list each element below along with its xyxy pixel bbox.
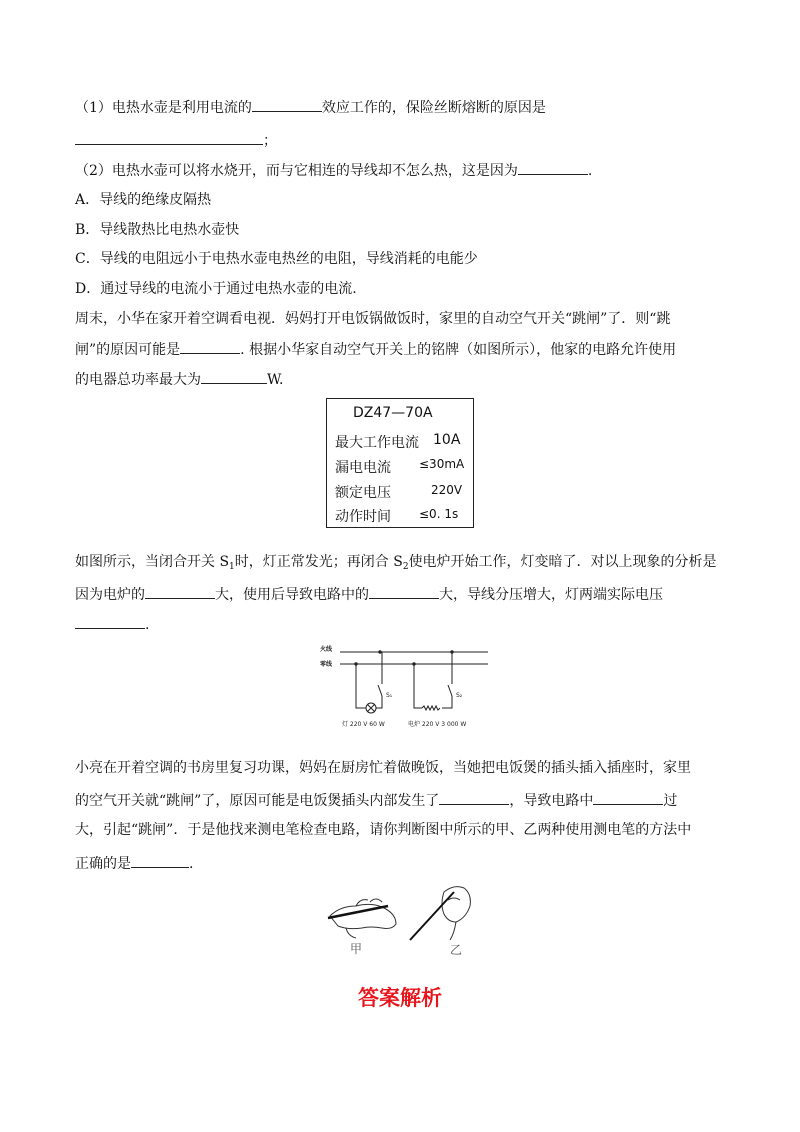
answer-blank[interactable]	[131, 852, 189, 868]
answer-blank[interactable]	[439, 789, 509, 805]
q2-line2: 闸”的原因可能是 . 根据小华家自动空气开关上的铭牌（如图所示），他家的电路允许使用	[75, 338, 676, 360]
option-c: C．导线的电阻远小于电热水壶电热丝的电阻，导线消耗的电能少	[75, 251, 478, 267]
q2-line3: 的电器总功率最大为 W.	[75, 368, 283, 390]
option-d: D．通过导线的电流小于通过电热水壶的电流.	[75, 281, 357, 297]
nameplate-label-rated-voltage: 额定电压	[335, 485, 391, 501]
answer-blank[interactable]	[518, 159, 588, 175]
test-pen-figure	[326, 878, 476, 960]
switch-s1[interactable]	[378, 685, 382, 696]
breaker-nameplate	[326, 398, 474, 528]
hand-with-pen-b	[410, 887, 470, 940]
q3-line1: 如图所示，当闭合开关 $S_1$时，灯正常发光；再闭合 $S_2$使电炉开始工作，灯变暗了．对以上现象的分析是	[75, 554, 717, 572]
answer-blank[interactable]	[75, 613, 145, 629]
nameplate-label-trip-time: 动作时间	[335, 509, 391, 525]
q4-line2: 的空气开关就“跳闸”了，原因可能是电饭煲插头内部发生了 ，导致电路中 过	[75, 789, 677, 811]
q2-line1: 周末，小华在家开着空调看电视．妈妈打开电饭锅做饭时，家里的自动空气开关“跳闸”了．则“跳	[75, 311, 671, 327]
answer-blank[interactable]	[252, 96, 322, 112]
answer-blank[interactable]	[369, 583, 439, 599]
q1-line1: （1）电热水壶是利用电流的 效应工作的，保险丝断熔断的原因是	[75, 96, 546, 118]
answer-blank[interactable]	[75, 129, 263, 145]
answer-section-title: 答案解析	[358, 986, 442, 1010]
stove-heater-symbol	[422, 706, 440, 710]
nameplate-value-leak-current: ≤30mA	[419, 457, 465, 471]
q1-line3: （2）电热水壶可以将水烧开，而与它相连的导线却不怎么热，这是因为 .	[75, 159, 592, 181]
switch-s2-label: S₂	[456, 692, 463, 699]
answer-blank[interactable]	[593, 789, 663, 805]
option-b: B．导线散热比电热水壶快	[75, 222, 240, 238]
nameplate-value-max-current: 10A	[433, 432, 461, 448]
option-a: A．导线的绝缘皮隔热	[75, 192, 212, 208]
hand-with-pen-a	[328, 899, 396, 938]
label-jia: 甲	[350, 942, 363, 956]
neutral-wire-label: 零线	[320, 661, 333, 668]
switch-s2[interactable]	[448, 685, 452, 696]
q4-line4: 正确的是 .	[75, 852, 193, 874]
nameplate-model: DZ47—70A	[353, 405, 433, 421]
q4-line1: 小亮在开着空调的书房里复习功课，妈妈在厨房忙着做晚饭，当她把电饭煲的插头插入插座时，家里	[75, 760, 691, 776]
nameplate-value-rated-voltage: 220V	[431, 483, 463, 497]
stove-rating-label: 电炉 220 V 3 000 W	[408, 721, 467, 728]
live-wire-label: 火线	[320, 646, 333, 653]
answer-blank[interactable]	[145, 583, 215, 599]
answer-blank[interactable]	[180, 338, 240, 354]
q4-line3: 大，引起“跳闸”．于是他找来测电笔检查电路，请你判断图中所示的甲、乙两种使用测电笔的方法中	[75, 822, 692, 838]
answer-blank[interactable]	[201, 368, 267, 384]
q1-line2: ；	[75, 129, 277, 151]
nameplate-label-leak-current: 漏电电流	[335, 460, 391, 476]
circuit-diagram	[318, 640, 498, 732]
q3-line2: 因为电炉的 大，使用后导致电路中的 大，导线分压增大，灯两端实际电压	[75, 583, 663, 605]
label-yi: 乙	[450, 943, 463, 957]
q3-line3: .	[75, 613, 149, 635]
nameplate-label-max-current: 最大工作电流	[335, 435, 419, 451]
lamp-rating-label: 灯 220 V 60 W	[342, 721, 385, 728]
switch-s1-label: S₁	[386, 692, 393, 699]
nameplate-value-trip-time: ≤0. 1s	[419, 507, 459, 521]
